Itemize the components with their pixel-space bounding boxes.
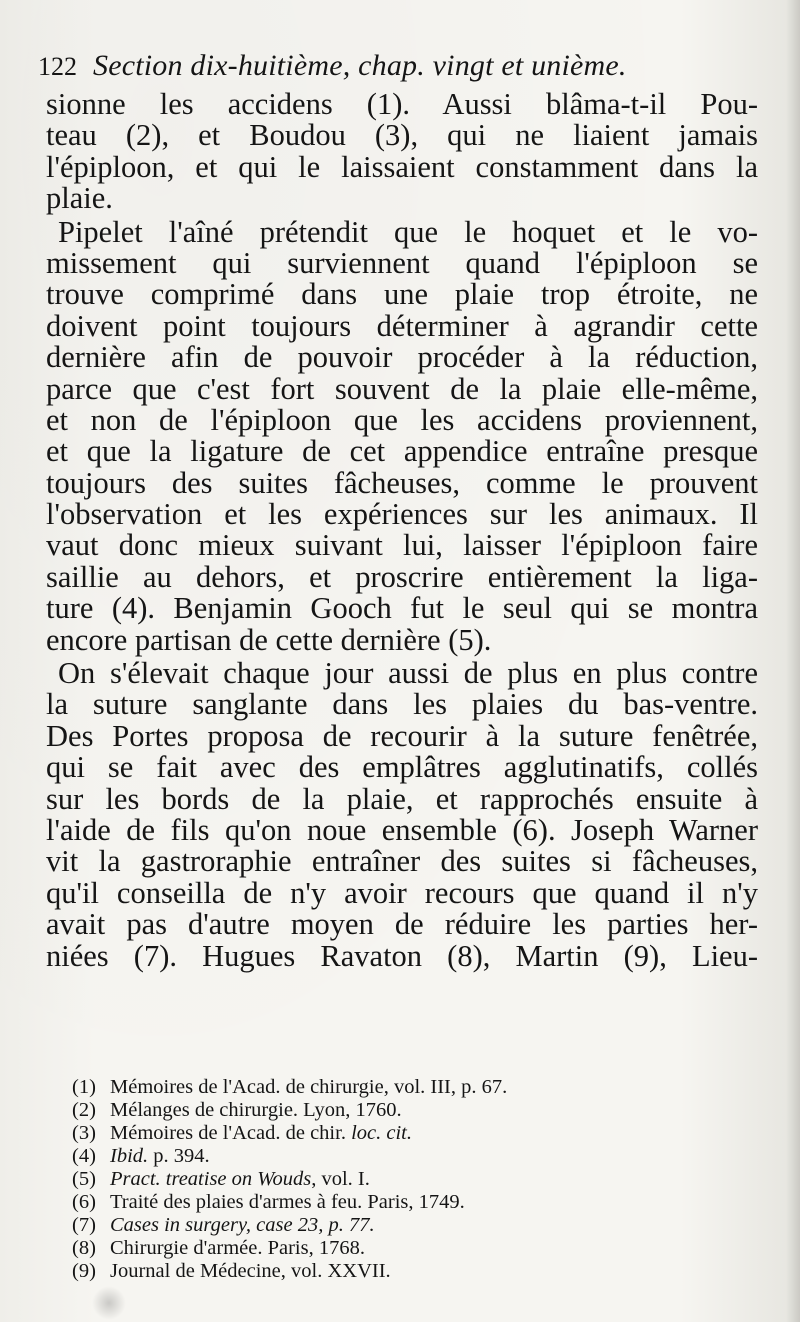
text-line: niées (7). Hugues Ravaton (8), Martin (9), Lieu- (46, 938, 758, 973)
text-line: et que la ligature de cet appendice entraîne presque (46, 434, 758, 469)
footnote (72, 1099, 672, 1122)
footnote-text: Mélanges de chirurgie. Lyon, 1760. (110, 1099, 402, 1121)
footnote-mark: (3) (72, 1122, 96, 1144)
footnote-mark: (1) (72, 1076, 96, 1098)
text-line: saillie au dehors, et proscrire entièrement la liga- (46, 559, 758, 594)
footnote (72, 1122, 672, 1145)
text-line: sionne les accidens (1). Aussi blâma-t-il Pou- (46, 87, 758, 121)
running-title: Section dix-huitième, chap. vingt et unième. (93, 49, 627, 82)
footnote-italic: Cases in surgery, case 23, p. 77. (110, 1214, 375, 1236)
footnote-mark: (2) (72, 1099, 96, 1121)
footnote-mark: (6) (72, 1191, 96, 1213)
text-line: Pipelet l'aîné prétendit que le hoquet et le vo- (58, 214, 758, 249)
footnote-mark: (7) (72, 1214, 96, 1236)
page-edge-shadow (786, 0, 800, 1322)
footnote-mark: (8) (72, 1237, 96, 1259)
footnote (72, 1237, 672, 1260)
text-line: On s'élevait chaque jour aussi de plus en plus contre (58, 656, 758, 691)
text-line: encore partisan de cette dernière (5). (46, 622, 492, 657)
footnote-text: Traité des plaies d'armes à feu. Paris, 1749. (110, 1191, 465, 1213)
paragraph (46, 214, 758, 657)
footnote-text: p. 394. (148, 1145, 210, 1167)
footnote-text: Chirurgie d'armée. Paris, 1768. (110, 1237, 365, 1259)
footnote (72, 1168, 672, 1191)
text-line: et non de l'épiploon que les accidens proviennent, (46, 402, 758, 437)
page-number: 122 (38, 52, 77, 81)
text-line: vaut donc mieux suivant lui, laisser l'épiploon faire (46, 528, 758, 563)
running-header (38, 44, 768, 88)
footnote (72, 1191, 672, 1214)
text-line: plaie. (46, 181, 113, 216)
text-line: la suture sanglante dans les plaies du bas-ventre. (46, 687, 758, 722)
footnote-italic: Pract. treatise on Wouds (110, 1168, 312, 1190)
text-line: trouve comprimé dans une plaie trop étroite, ne (46, 277, 758, 312)
text-line: l'aide de fils qu'on noue ensemble (6). Joseph Warner (46, 812, 758, 847)
text-line: vit la gastroraphie entraîner des suites si fâcheuses, (46, 844, 758, 879)
text-line: Des Portes proposa de recourir à la suture fenêtrée, (46, 718, 758, 753)
text-line: l'épiploon, et qui le laissaient constamment dans la (46, 149, 758, 184)
text-line: teau (2), et Boudou (3), qui ne liaient jamais (46, 118, 758, 153)
text-line: toujours des suites fâcheuses, comme le prouvent (46, 465, 758, 500)
text-line: sur les bords de la plaie, et rapprochés ensuite à (46, 781, 758, 816)
footnote-italic: loc. cit. (351, 1122, 412, 1144)
footnote-mark: (9) (72, 1260, 96, 1282)
footnote (72, 1145, 672, 1168)
text-line: dernière afin de pouvoir procéder à la réduction, (46, 340, 758, 375)
text-line: doivent point toujours déterminer à agrandir cette (46, 308, 758, 343)
footnote-text: Mémoires de l'Acad. de chirurgie, vol. III, p. 67. (110, 1076, 508, 1098)
footnote-italic: Ibid. (110, 1145, 149, 1167)
footnote-mark: (4) (72, 1145, 96, 1167)
footnote-text: Journal de Médecine, vol. XXVII. (110, 1260, 391, 1282)
footnote-text: Mémoires de l'Acad. de chir. (110, 1122, 352, 1144)
text-line: qui se fait avec des emplâtres agglutinatifs, collés (46, 750, 758, 785)
footnote (72, 1260, 672, 1283)
text-line: missement qui surviennent quand l'épiploon se (46, 245, 758, 280)
body-text (46, 89, 758, 972)
paragraph (46, 658, 758, 972)
text-line: avait pas d'autre moyen de réduire les parties her- (46, 907, 758, 942)
paragraph (46, 89, 758, 215)
footnote (72, 1076, 672, 1099)
text-line: qu'il conseilla de n'y avoir recours que quand il n'y (46, 875, 758, 910)
text-line: l'observation et les expériences sur les animaux. Il (46, 497, 758, 532)
text-line: ture (4). Benjamin Gooch fut le seul qui se montra (46, 591, 758, 626)
footnotes (72, 1076, 672, 1283)
ink-smudge (92, 1286, 126, 1320)
footnote (72, 1214, 672, 1237)
footnote-text: , vol. I. (311, 1168, 370, 1190)
footnote-mark: (5) (72, 1168, 96, 1190)
text-line: parce que c'est fort souvent de la plaie elle-même, (46, 371, 758, 406)
